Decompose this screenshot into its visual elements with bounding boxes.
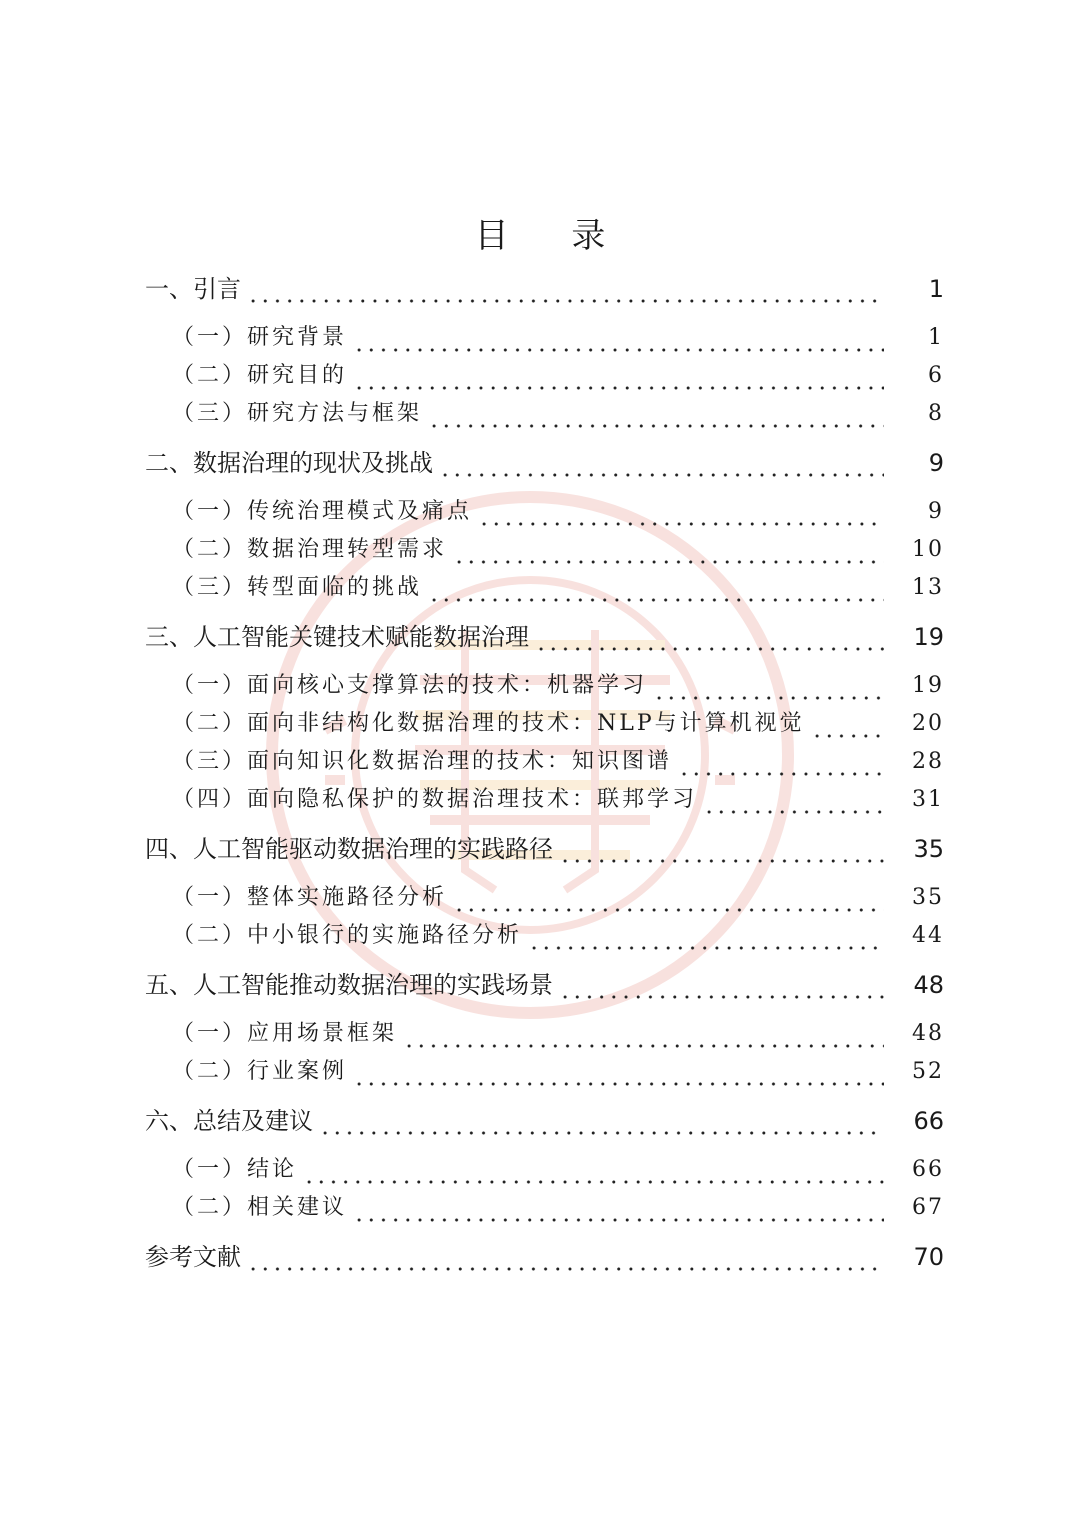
toc-section-entry[interactable]	[0, 1190, 1080, 1226]
dot-leader	[303, 1152, 884, 1188]
page-title: 目 录	[474, 216, 632, 256]
toc-chapter-entry[interactable]	[0, 1103, 1080, 1139]
toc-entry-label: （一）结论	[172, 1157, 298, 1182]
toc-section-entry[interactable]	[0, 532, 1080, 568]
toc-section-entry[interactable]	[0, 570, 1080, 606]
dot-leader	[353, 1054, 884, 1090]
dot-leader	[478, 494, 884, 530]
dot-leader	[453, 880, 884, 916]
toc-entry-label: （一）传统治理模式及痛点	[172, 499, 473, 524]
toc-chapter-entry[interactable]	[0, 967, 1080, 1003]
toc-section-entry[interactable]	[0, 668, 1080, 704]
toc-entry-label: （一）研究背景	[172, 325, 348, 350]
dot-leader	[528, 918, 884, 954]
toc-section-entry[interactable]	[0, 1152, 1080, 1188]
toc-page-number: 44	[912, 923, 944, 948]
toc-entry-label: （四）面向隐私保护的数据治理技术：联邦学习	[172, 787, 698, 812]
dot-leader	[353, 1190, 884, 1226]
toc-entry-label: （一）整体实施路径分析	[172, 885, 448, 910]
toc-entry-label: 三、人工智能关键技术赋能数据治理	[145, 623, 529, 651]
toc-page-number: 31	[912, 787, 944, 812]
toc-page-number: 19	[912, 673, 944, 698]
toc-section-entry[interactable]	[0, 918, 1080, 954]
toc-entry-label: 四、人工智能驱动数据治理的实践路径	[145, 835, 553, 863]
toc-entry-label: （三）转型面临的挑战	[172, 575, 423, 600]
toc-entry-label: （二）相关建议	[172, 1195, 348, 1220]
dot-leader	[428, 570, 884, 606]
toc-page-number: 66	[912, 1157, 944, 1182]
toc-page-number: 70	[913, 1243, 944, 1271]
toc-page-number: 48	[913, 971, 944, 999]
dot-leader	[439, 445, 884, 481]
dot-leader	[353, 320, 884, 356]
toc-section-entry[interactable]	[0, 320, 1080, 356]
toc-chapter-entry[interactable]	[0, 445, 1080, 481]
toc-entry-label: （二）面向非结构化数据治理的技术：NLP与计算机视觉	[172, 711, 805, 736]
toc-page-number: 9	[928, 499, 944, 524]
dot-leader	[535, 619, 884, 655]
toc-page-number: 6	[928, 363, 944, 388]
toc-section-entry[interactable]	[0, 396, 1080, 432]
toc-page-number: 48	[912, 1021, 944, 1046]
dot-leader	[319, 1103, 884, 1139]
toc-page-number: 8	[928, 401, 944, 426]
dot-leader	[247, 1239, 884, 1275]
toc-entry-label: 参考文献	[145, 1243, 241, 1271]
toc-chapter-entry[interactable]	[0, 1239, 1080, 1275]
toc-page-number: 28	[912, 749, 944, 774]
toc-entry-label: 五、人工智能推动数据治理的实践场景	[145, 971, 553, 999]
toc-page-number: 20	[912, 711, 944, 736]
dot-leader	[403, 1016, 884, 1052]
toc-entry-label: 二、数据治理的现状及挑战	[145, 449, 433, 477]
toc-page-number: 9	[928, 449, 944, 477]
dot-leader	[559, 967, 884, 1003]
toc-entry-label: 一、引言	[145, 275, 241, 303]
toc-chapter-entry[interactable]	[0, 619, 1080, 655]
toc-page-number: 19	[913, 623, 944, 651]
toc-page-number: 10	[912, 537, 944, 562]
dot-leader	[811, 706, 884, 742]
dot-leader	[678, 744, 884, 780]
dot-leader	[703, 782, 884, 818]
toc-page-number: 1	[928, 275, 944, 303]
toc-section-entry[interactable]	[0, 494, 1080, 530]
dot-leader	[353, 358, 884, 394]
toc-page-number: 66	[913, 1107, 944, 1135]
toc-section-entry[interactable]	[0, 706, 1080, 742]
toc-entry-label: （二）中小银行的实施路径分析	[172, 923, 523, 948]
toc-page-number: 13	[912, 575, 944, 600]
toc-entry-label: （二）行业案例	[172, 1059, 348, 1084]
toc-section-entry[interactable]	[0, 744, 1080, 780]
toc-entry-label: （三）研究方法与框架	[172, 401, 423, 426]
toc-page-number: 35	[912, 885, 944, 910]
toc-section-entry[interactable]	[0, 880, 1080, 916]
dot-leader	[653, 668, 884, 704]
dot-leader	[247, 271, 884, 307]
toc-section-entry[interactable]	[0, 782, 1080, 818]
toc-page-number: 52	[912, 1059, 944, 1084]
dot-leader	[428, 396, 884, 432]
toc-entry-label: （一）面向核心支撑算法的技术：机器学习	[172, 673, 648, 698]
toc-section-entry[interactable]	[0, 358, 1080, 394]
dot-leader	[453, 532, 884, 568]
toc-entry-label: （一）应用场景框架	[172, 1021, 398, 1046]
toc-entry-label: （二）研究目的	[172, 363, 348, 388]
toc-chapter-entry[interactable]	[0, 831, 1080, 867]
toc-section-entry[interactable]	[0, 1054, 1080, 1090]
toc-entry-label: （二）数据治理转型需求	[172, 537, 448, 562]
toc-section-entry[interactable]	[0, 1016, 1080, 1052]
dot-leader	[559, 831, 884, 867]
toc-chapter-entry[interactable]	[0, 271, 1080, 307]
toc-entry-label: （三）面向知识化数据治理的技术：知识图谱	[172, 749, 673, 774]
toc-page-number: 1	[928, 325, 944, 350]
toc-page-number: 67	[912, 1195, 944, 1220]
toc-page-number: 35	[913, 835, 944, 863]
toc-entry-label: 六、总结及建议	[145, 1107, 313, 1135]
